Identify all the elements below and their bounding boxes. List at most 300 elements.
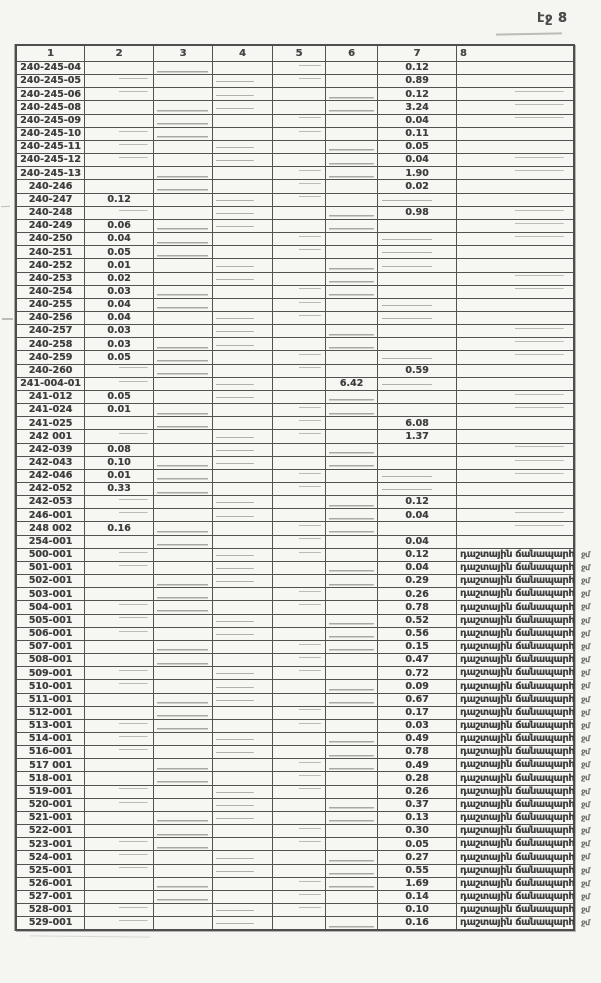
empty-cell bbox=[326, 416, 378, 429]
code-cell: 240-250 bbox=[17, 232, 85, 245]
empty-cell bbox=[273, 469, 326, 482]
scan-noise bbox=[30, 935, 150, 938]
table-row bbox=[17, 377, 573, 390]
empty-cell bbox=[154, 521, 213, 534]
code-cell: 529-001 bbox=[17, 916, 85, 929]
empty-cell bbox=[154, 627, 213, 640]
value-cell: դաշտային ճանապարհ bbox=[457, 890, 573, 903]
empty-cell bbox=[273, 824, 326, 837]
empty-cell bbox=[213, 864, 273, 877]
empty-cell bbox=[273, 785, 326, 798]
table-row bbox=[17, 245, 573, 258]
value-cell: 0.02 bbox=[378, 179, 457, 192]
table-row bbox=[17, 877, 591, 890]
empty-cell bbox=[213, 377, 273, 390]
scan-noise bbox=[2, 318, 13, 320]
col-header-4: 4 bbox=[213, 46, 273, 61]
empty-cell bbox=[326, 324, 378, 337]
value-cell: դաշտային ճանապարհ bbox=[457, 587, 573, 600]
empty-cell bbox=[213, 482, 273, 495]
code-cell: 240-245-11 bbox=[17, 140, 85, 153]
empty-cell bbox=[154, 706, 213, 719]
table-row bbox=[17, 561, 591, 574]
empty-cell bbox=[154, 903, 213, 916]
value-cell: 0.49 bbox=[378, 758, 457, 771]
margin-mark: ջմ bbox=[580, 575, 591, 586]
empty-cell bbox=[273, 311, 326, 324]
empty-cell bbox=[457, 416, 573, 429]
empty-cell bbox=[326, 719, 378, 732]
table-row bbox=[17, 219, 573, 232]
empty-cell bbox=[457, 508, 573, 521]
value-cell: 0.27 bbox=[378, 850, 457, 863]
col-header-3: 3 bbox=[154, 46, 213, 61]
empty-cell bbox=[213, 811, 273, 824]
empty-cell bbox=[85, 693, 154, 706]
empty-cell bbox=[326, 732, 378, 745]
value-cell: 0.09 bbox=[378, 679, 457, 692]
margin-mark: ջմ bbox=[580, 825, 591, 836]
empty-cell bbox=[85, 890, 154, 903]
empty-cell bbox=[457, 429, 573, 442]
code-cell: 507-001 bbox=[17, 640, 85, 653]
empty-cell bbox=[154, 456, 213, 469]
margin-mark: ջմ bbox=[580, 562, 591, 573]
value-cell: դաշտային ճանապարհ bbox=[457, 811, 573, 824]
code-cell: 240-254 bbox=[17, 285, 85, 298]
empty-cell bbox=[154, 916, 213, 929]
value-cell: 0.33 bbox=[85, 482, 154, 495]
code-cell: 240-248 bbox=[17, 206, 85, 219]
empty-cell bbox=[378, 456, 457, 469]
empty-cell bbox=[378, 350, 457, 363]
empty-cell bbox=[213, 403, 273, 416]
value-cell: 0.52 bbox=[378, 614, 457, 627]
value-cell: 0.03 bbox=[378, 719, 457, 732]
value-cell: 0.04 bbox=[378, 561, 457, 574]
empty-cell bbox=[154, 482, 213, 495]
value-cell: 0.04 bbox=[378, 535, 457, 548]
empty-cell bbox=[457, 337, 573, 350]
empty-cell bbox=[273, 232, 326, 245]
empty-cell bbox=[85, 100, 154, 113]
value-cell: դաշտային ճանապարհ bbox=[457, 850, 573, 863]
code-cell: 514-001 bbox=[17, 732, 85, 745]
empty-cell bbox=[213, 166, 273, 179]
code-cell: 241-024 bbox=[17, 403, 85, 416]
empty-cell bbox=[326, 785, 378, 798]
empty-cell bbox=[213, 850, 273, 863]
empty-cell bbox=[273, 837, 326, 850]
empty-cell bbox=[213, 114, 273, 127]
empty-cell bbox=[326, 587, 378, 600]
empty-cell bbox=[154, 508, 213, 521]
table-row bbox=[17, 258, 573, 271]
code-cell: 240-259 bbox=[17, 350, 85, 363]
value-cell: 6.08 bbox=[378, 416, 457, 429]
empty-cell bbox=[85, 206, 154, 219]
table-row bbox=[17, 482, 573, 495]
empty-cell bbox=[457, 311, 573, 324]
margin-mark: ջմ bbox=[580, 799, 591, 810]
empty-cell bbox=[273, 87, 326, 100]
empty-cell bbox=[326, 272, 378, 285]
empty-cell bbox=[273, 179, 326, 192]
empty-cell bbox=[326, 548, 378, 561]
empty-cell bbox=[154, 811, 213, 824]
empty-cell bbox=[273, 653, 326, 666]
empty-cell bbox=[326, 337, 378, 350]
empty-cell bbox=[154, 640, 213, 653]
empty-cell bbox=[326, 403, 378, 416]
value-cell: 0.67 bbox=[378, 693, 457, 706]
empty-cell bbox=[273, 600, 326, 613]
value-cell: 1.37 bbox=[378, 429, 457, 442]
value-cell: դաշտային ճանապարհ bbox=[457, 653, 573, 666]
table-row bbox=[17, 521, 573, 534]
empty-cell bbox=[213, 140, 273, 153]
value-cell: 0.26 bbox=[378, 785, 457, 798]
empty-cell bbox=[213, 824, 273, 837]
empty-cell bbox=[213, 679, 273, 692]
code-cell: 240-255 bbox=[17, 298, 85, 311]
empty-cell bbox=[154, 285, 213, 298]
value-cell: 0.04 bbox=[85, 232, 154, 245]
empty-cell bbox=[326, 561, 378, 574]
empty-cell bbox=[457, 521, 573, 534]
empty-cell bbox=[213, 364, 273, 377]
table-row bbox=[17, 100, 573, 113]
empty-cell bbox=[378, 193, 457, 206]
empty-cell bbox=[326, 179, 378, 192]
value-cell: 0.14 bbox=[378, 890, 457, 903]
empty-cell bbox=[213, 258, 273, 271]
empty-cell bbox=[273, 390, 326, 403]
code-cell: 240-245-04 bbox=[17, 61, 85, 74]
empty-cell bbox=[273, 666, 326, 679]
empty-cell bbox=[326, 521, 378, 534]
code-cell: 508-001 bbox=[17, 653, 85, 666]
empty-cell bbox=[213, 456, 273, 469]
table-row bbox=[17, 771, 591, 784]
value-cell: դաշտային ճանապարհ bbox=[457, 877, 573, 890]
empty-cell bbox=[326, 298, 378, 311]
empty-cell bbox=[213, 521, 273, 534]
empty-cell bbox=[154, 74, 213, 87]
empty-cell bbox=[85, 627, 154, 640]
margin-mark: ջմ bbox=[580, 694, 591, 704]
empty-cell bbox=[378, 521, 457, 534]
empty-cell bbox=[154, 771, 213, 784]
table-row bbox=[17, 903, 591, 916]
empty-cell bbox=[457, 350, 573, 363]
empty-cell bbox=[457, 469, 573, 482]
empty-cell bbox=[154, 824, 213, 837]
empty-cell bbox=[326, 903, 378, 916]
code-cell: 240-245-12 bbox=[17, 153, 85, 166]
empty-cell bbox=[457, 166, 573, 179]
empty-cell bbox=[154, 298, 213, 311]
code-cell: 240-245-06 bbox=[17, 87, 85, 100]
value-cell: 0.15 bbox=[378, 640, 457, 653]
value-cell: 0.10 bbox=[85, 456, 154, 469]
empty-cell bbox=[85, 429, 154, 442]
empty-cell bbox=[326, 653, 378, 666]
empty-cell bbox=[213, 272, 273, 285]
empty-cell bbox=[154, 114, 213, 127]
empty-cell bbox=[326, 482, 378, 495]
empty-cell bbox=[85, 179, 154, 192]
margin-mark: ջմ bbox=[580, 865, 591, 875]
empty-cell bbox=[326, 864, 378, 877]
empty-cell bbox=[326, 706, 378, 719]
code-cell: 522-001 bbox=[17, 824, 85, 837]
empty-cell bbox=[85, 745, 154, 758]
value-cell: 0.01 bbox=[85, 469, 154, 482]
empty-cell bbox=[85, 653, 154, 666]
empty-cell bbox=[154, 732, 213, 745]
empty-cell bbox=[85, 850, 154, 863]
table-row bbox=[17, 179, 573, 192]
empty-cell bbox=[85, 61, 154, 74]
empty-cell bbox=[154, 745, 213, 758]
table-row bbox=[17, 587, 591, 600]
empty-cell bbox=[154, 377, 213, 390]
empty-cell bbox=[213, 232, 273, 245]
value-cell: 0.01 bbox=[85, 403, 154, 416]
empty-cell bbox=[326, 285, 378, 298]
margin-mark: ջմ bbox=[580, 891, 591, 902]
empty-cell bbox=[273, 324, 326, 337]
code-cell: 240-258 bbox=[17, 337, 85, 350]
empty-cell bbox=[213, 495, 273, 508]
table-row bbox=[17, 140, 573, 153]
empty-cell bbox=[326, 350, 378, 363]
code-cell: 527-001 bbox=[17, 890, 85, 903]
empty-cell bbox=[273, 100, 326, 113]
value-cell: 0.49 bbox=[378, 732, 457, 745]
margin-mark: ջմ bbox=[580, 615, 591, 625]
table-row bbox=[17, 350, 573, 363]
value-cell: 0.03 bbox=[85, 337, 154, 350]
code-cell: 502-001 bbox=[17, 574, 85, 587]
empty-cell bbox=[326, 114, 378, 127]
empty-cell bbox=[273, 587, 326, 600]
value-cell: 0.12 bbox=[85, 193, 154, 206]
empty-cell bbox=[273, 706, 326, 719]
empty-cell bbox=[273, 166, 326, 179]
empty-cell bbox=[273, 732, 326, 745]
empty-cell bbox=[273, 745, 326, 758]
table-row bbox=[17, 785, 591, 798]
empty-cell bbox=[213, 719, 273, 732]
value-cell: 0.04 bbox=[85, 311, 154, 324]
empty-cell bbox=[213, 706, 273, 719]
empty-cell bbox=[213, 640, 273, 653]
table bbox=[15, 44, 591, 931]
empty-cell bbox=[378, 232, 457, 245]
empty-cell bbox=[154, 179, 213, 192]
code-cell: 510-001 bbox=[17, 679, 85, 692]
empty-cell bbox=[154, 600, 213, 613]
margin-mark: ջմ bbox=[580, 852, 591, 862]
empty-cell bbox=[457, 403, 573, 416]
empty-cell bbox=[85, 771, 154, 784]
empty-cell bbox=[273, 377, 326, 390]
empty-cell bbox=[85, 719, 154, 732]
empty-cell bbox=[326, 153, 378, 166]
empty-cell bbox=[213, 785, 273, 798]
empty-cell bbox=[213, 903, 273, 916]
empty-cell bbox=[154, 364, 213, 377]
code-cell: 525-001 bbox=[17, 864, 85, 877]
margin-mark: ջմ bbox=[580, 733, 591, 744]
empty-cell bbox=[213, 153, 273, 166]
value-cell: 0.05 bbox=[378, 140, 457, 153]
margin-mark: ջմ bbox=[580, 746, 591, 757]
empty-cell bbox=[213, 337, 273, 350]
empty-cell bbox=[213, 758, 273, 771]
empty-cell bbox=[326, 219, 378, 232]
code-cell: 240-251 bbox=[17, 245, 85, 258]
code-cell: 520-001 bbox=[17, 798, 85, 811]
code-cell: 242-043 bbox=[17, 456, 85, 469]
value-cell: դաշտային ճանապարհ bbox=[457, 640, 573, 653]
empty-cell bbox=[378, 377, 457, 390]
empty-cell bbox=[213, 877, 273, 890]
table-row bbox=[17, 324, 573, 337]
empty-cell bbox=[154, 495, 213, 508]
empty-cell bbox=[213, 193, 273, 206]
empty-cell bbox=[213, 324, 273, 337]
empty-cell bbox=[154, 561, 213, 574]
empty-cell bbox=[154, 653, 213, 666]
value-cell: դաշտային ճանապարհ bbox=[457, 574, 573, 587]
value-cell: 0.16 bbox=[85, 521, 154, 534]
table-row bbox=[17, 114, 573, 127]
code-cell: 517 001 bbox=[17, 758, 85, 771]
code-cell: 512-001 bbox=[17, 706, 85, 719]
table-row bbox=[17, 364, 573, 377]
value-cell: 0.29 bbox=[378, 574, 457, 587]
empty-cell bbox=[457, 245, 573, 258]
empty-cell bbox=[273, 219, 326, 232]
value-cell: 0.02 bbox=[85, 272, 154, 285]
empty-cell bbox=[154, 864, 213, 877]
code-cell: 506-001 bbox=[17, 627, 85, 640]
empty-cell bbox=[378, 403, 457, 416]
code-cell: 240-260 bbox=[17, 364, 85, 377]
empty-cell bbox=[326, 771, 378, 784]
empty-cell bbox=[85, 377, 154, 390]
empty-cell bbox=[273, 364, 326, 377]
code-cell: 240-245-13 bbox=[17, 166, 85, 179]
empty-cell bbox=[273, 561, 326, 574]
empty-cell bbox=[273, 521, 326, 534]
empty-cell bbox=[273, 456, 326, 469]
empty-cell bbox=[326, 87, 378, 100]
empty-cell bbox=[326, 232, 378, 245]
empty-cell bbox=[213, 429, 273, 442]
margin-mark: ջմ bbox=[580, 641, 591, 652]
col-header-1: 1 bbox=[17, 46, 85, 61]
empty-cell bbox=[457, 272, 573, 285]
empty-cell bbox=[154, 666, 213, 679]
empty-cell bbox=[154, 324, 213, 337]
value-cell: 0.03 bbox=[85, 285, 154, 298]
empty-cell bbox=[273, 877, 326, 890]
empty-cell bbox=[326, 824, 378, 837]
code-cell: 242-052 bbox=[17, 482, 85, 495]
empty-cell bbox=[326, 666, 378, 679]
empty-cell bbox=[326, 469, 378, 482]
table-row bbox=[17, 337, 573, 350]
value-cell: 0.05 bbox=[85, 350, 154, 363]
empty-cell bbox=[273, 916, 326, 929]
empty-cell bbox=[273, 640, 326, 653]
empty-cell bbox=[457, 87, 573, 100]
empty-cell bbox=[213, 311, 273, 324]
table-row bbox=[17, 653, 591, 666]
empty-cell bbox=[154, 679, 213, 692]
margin-mark: ջմ bbox=[580, 549, 591, 560]
empty-cell bbox=[378, 285, 457, 298]
code-cell: 248 002 bbox=[17, 521, 85, 534]
empty-cell bbox=[378, 311, 457, 324]
code-cell: 240-257 bbox=[17, 324, 85, 337]
empty-cell bbox=[273, 258, 326, 271]
margin-mark: ջմ bbox=[580, 707, 591, 717]
empty-cell bbox=[154, 337, 213, 350]
value-cell: 0.08 bbox=[85, 443, 154, 456]
value-cell: դաշտային ճանապարհ bbox=[457, 837, 573, 850]
table-row bbox=[17, 890, 591, 903]
margin-mark: ջմ bbox=[580, 667, 591, 678]
table-row bbox=[17, 798, 591, 811]
code-cell: 516-001 bbox=[17, 745, 85, 758]
code-cell: 242-053 bbox=[17, 495, 85, 508]
margin-mark: ջմ bbox=[580, 917, 591, 928]
empty-cell bbox=[326, 61, 378, 74]
empty-cell bbox=[326, 600, 378, 613]
value-cell: 0.10 bbox=[378, 903, 457, 916]
empty-cell bbox=[273, 627, 326, 640]
empty-cell bbox=[154, 837, 213, 850]
empty-cell bbox=[273, 811, 326, 824]
empty-cell bbox=[213, 298, 273, 311]
empty-cell bbox=[326, 495, 378, 508]
empty-cell bbox=[273, 416, 326, 429]
empty-cell bbox=[273, 114, 326, 127]
value-cell: 0.05 bbox=[378, 837, 457, 850]
empty-cell bbox=[457, 364, 573, 377]
table-row bbox=[17, 614, 591, 627]
value-cell: դաշտային ճանապարհ bbox=[457, 627, 573, 640]
empty-cell bbox=[273, 482, 326, 495]
empty-cell bbox=[273, 535, 326, 548]
empty-cell bbox=[85, 140, 154, 153]
empty-cell bbox=[326, 614, 378, 627]
empty-cell bbox=[213, 600, 273, 613]
empty-cell bbox=[326, 140, 378, 153]
empty-cell bbox=[273, 758, 326, 771]
code-cell: 509-001 bbox=[17, 666, 85, 679]
empty-cell bbox=[85, 640, 154, 653]
table-row bbox=[17, 758, 591, 771]
empty-cell bbox=[213, 61, 273, 74]
table-row bbox=[17, 61, 573, 74]
code-cell: 242-039 bbox=[17, 443, 85, 456]
